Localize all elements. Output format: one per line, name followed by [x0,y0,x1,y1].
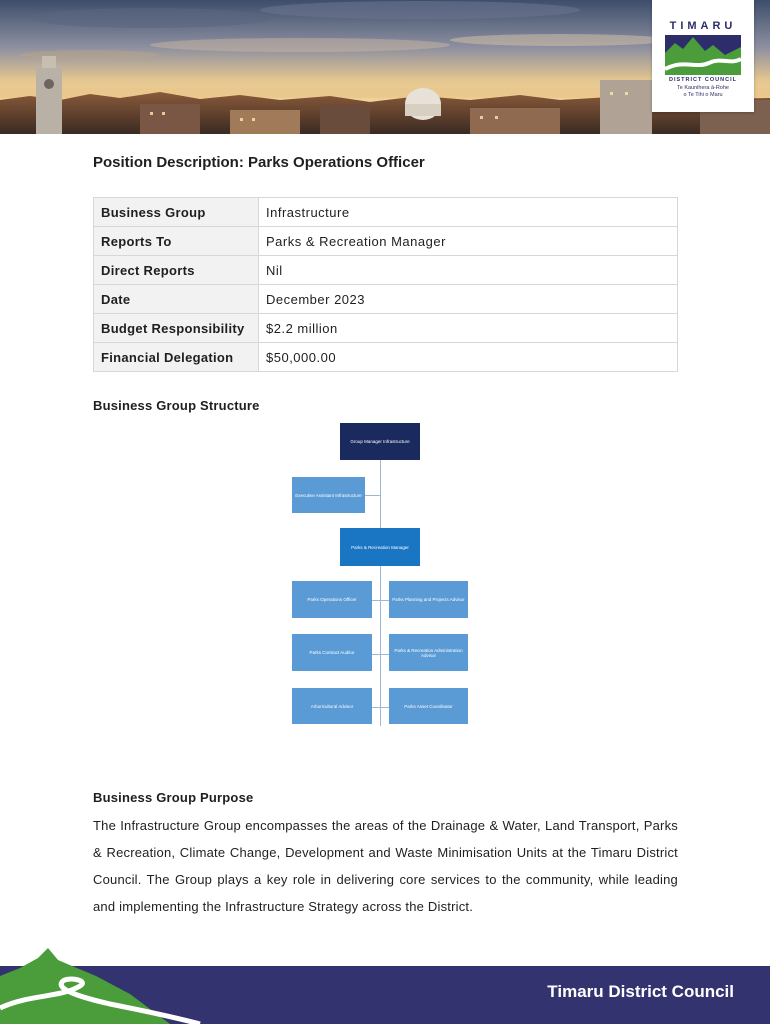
details-key: Budget Responsibility [94,314,259,343]
header-banner [0,0,770,134]
org-box-executive-assistant: Executive Assistant Infrastructure [292,477,365,513]
details-key: Direct Reports [94,256,259,285]
org-box-right-1: Parks Planning and Projects Advisor [389,581,468,618]
council-logo [652,0,754,112]
org-box-group-manager: Group Manager Infrastructure [340,423,420,460]
logo-wordmark: TIMARU [669,20,737,32]
structure-heading: Business Group Structure [93,398,260,413]
mountain-river-icon [665,35,741,75]
org-box-left-1: Parks Operations Officer [292,581,372,618]
details-row [94,198,678,227]
org-connector [372,654,389,655]
logo-council-text: DISTRICT COUNCIL [669,77,737,83]
details-key: Financial Delegation [94,343,259,372]
org-box-left-2: Parks Contract Auditor [292,634,372,671]
purpose-heading: Business Group Purpose [93,790,254,805]
details-value: $50,000.00 [259,343,678,372]
logo-maori-line1: Te Kaunihera ā-Rohe [677,85,729,91]
purpose-paragraph: The Infrastructure Group encompasses the areas of the Drainage & Water, Land Transport, Parks & Recreation, Climate Change, Development and Waste Minimisation Units at the Timaru District Council. The Group plays a key role in delivering core services to the community, while leading and implementing the Infrastructure Strategy across the District. [93,818,678,914]
org-box-right-2: Parks & Recreation Administration Advisor [389,634,468,671]
footer-council-name: Timaru District Council [547,982,734,1001]
org-connector [365,495,380,496]
details-row [94,314,678,343]
org-box-left-3: Arboricultural Advisor [292,688,372,724]
org-connector [372,707,389,708]
position-details-table [93,197,678,372]
details-row [94,343,678,372]
org-box-parks-manager: Parks & Recreation Manager [340,528,420,566]
details-value: Infrastructure [259,198,678,227]
logo-maori-name [652,85,754,99]
org-box-right-3: Parks Asset Coordinator [389,688,468,724]
logo-maori-line2: o Te Tihi o Maru [683,92,723,98]
details-key: Reports To [94,227,259,256]
org-chart [280,420,480,730]
details-value: Nil [259,256,678,285]
details-value: December 2023 [259,285,678,314]
page-title: Position Description: Parks Operations Officer [93,154,425,171]
details-key: Business Group [94,198,259,227]
org-connector [380,568,381,726]
details-row [94,227,678,256]
details-value: $2.2 million [259,314,678,343]
details-key: Date [94,285,259,314]
details-row [94,256,678,285]
org-connector [372,600,389,601]
details-row [94,285,678,314]
details-value: Parks & Recreation Manager [259,227,678,256]
